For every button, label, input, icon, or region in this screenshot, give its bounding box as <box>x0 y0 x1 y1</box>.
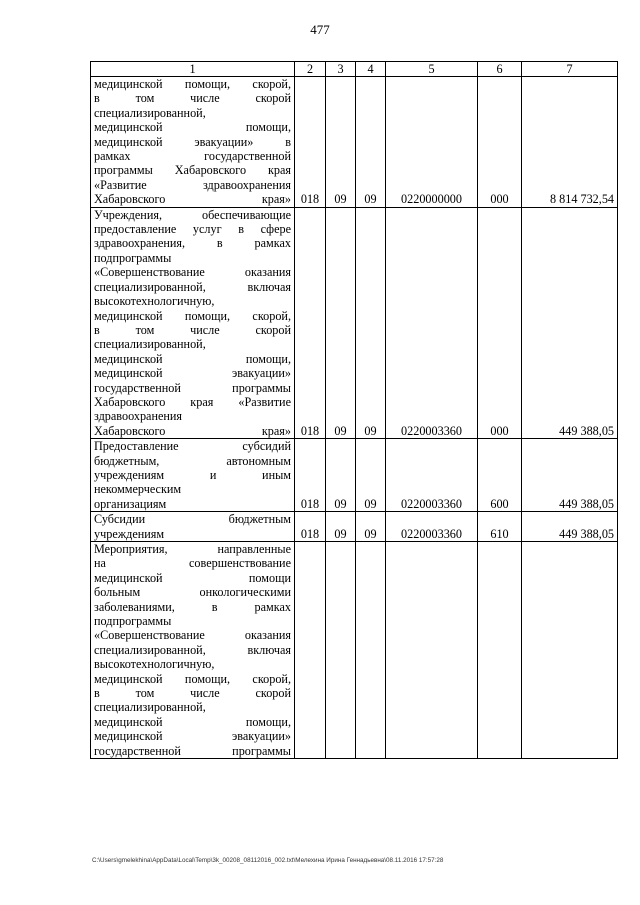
row-description <box>91 439 295 512</box>
ministry-code: 018 <box>295 77 326 208</box>
header-cell: 5 <box>386 62 478 77</box>
subsection-code: 09 <box>356 512 386 542</box>
expense-type-code <box>478 542 522 759</box>
budget-table <box>90 61 618 759</box>
subsection-code: 09 <box>356 207 386 439</box>
page-number: 477 <box>310 22 330 37</box>
description-line: Хабаровского края» <box>94 192 291 207</box>
amount: 449 388,05 <box>522 207 618 439</box>
description-line: Мероприятия, направленные <box>94 542 291 556</box>
description-line: в том числе скорой <box>94 322 291 337</box>
description-line: учреждениям и иным <box>94 467 291 482</box>
header-cell: 4 <box>356 62 386 77</box>
description-line: бюджетным, автономным <box>94 453 291 468</box>
subsection-code: 09 <box>356 77 386 208</box>
description-line: медицинской эвакуации» в <box>94 134 291 149</box>
description-line: Учреждения, обеспечивающие <box>94 207 291 222</box>
description-line: высокотехнологичную, <box>94 294 215 309</box>
description-line: здравоохранения, в рамках <box>94 236 291 251</box>
description-line: специализированной, включая <box>94 279 291 294</box>
description-line: рамках государственной <box>94 149 291 164</box>
description-line: больным онкологическими <box>94 585 291 600</box>
header-row <box>91 62 618 77</box>
header-cell: 6 <box>478 62 522 77</box>
description-line: медицинской помощи <box>94 570 291 585</box>
header-cell: 1 <box>91 62 295 77</box>
row-description <box>91 77 295 208</box>
subsection-code <box>356 542 386 759</box>
footer-file-path: C:\Users\gmelekhina\AppData\Local\Temp\3k_00208_08112016_002.txt\Мелехина Ирина Геннадьевна\08.11.2016 17:57:28 <box>92 857 444 864</box>
description-line: в том числе скорой <box>94 686 291 701</box>
table-row <box>91 207 618 439</box>
description-line: учреждениям <box>94 526 165 541</box>
description-line: подпрограммы <box>94 614 172 629</box>
ministry-code: 018 <box>295 512 326 542</box>
target-code <box>386 542 478 759</box>
description-line: государственной программы <box>94 743 291 758</box>
description-line: медицинской помощи, скорой, <box>94 308 291 323</box>
description-line: «Совершенствование оказания <box>94 265 291 280</box>
table-row <box>91 77 618 208</box>
description-line: медицинской помощи, <box>94 351 291 366</box>
description-line: «Развитие здравоохранения <box>94 177 291 192</box>
description-line: специализированной, <box>94 105 206 120</box>
description-line: Субсидии бюджетным <box>94 512 291 527</box>
description-line: медицинской помощи, <box>94 120 291 135</box>
description-line: медицинской помощи, скорой, <box>94 77 291 91</box>
section-code: 09 <box>326 512 356 542</box>
ministry-code: 018 <box>295 439 326 512</box>
description-line: заболеваниями, в рамках <box>94 599 291 614</box>
section-code: 09 <box>326 77 356 208</box>
description-line: медицинской эвакуации» <box>94 366 291 381</box>
row-description <box>91 542 295 759</box>
amount <box>522 542 618 759</box>
table-row <box>91 512 618 542</box>
description-line: на совершенствование <box>94 556 291 571</box>
description-line: специализированной, включая <box>94 642 291 657</box>
description-line: организациям <box>94 496 167 511</box>
header-cell: 3 <box>326 62 356 77</box>
description-line: медицинской помощи, скорой, <box>94 671 291 686</box>
section-code: 09 <box>326 207 356 439</box>
description-line: государственной программы <box>94 380 291 395</box>
table-body <box>91 77 618 759</box>
description-line: высокотехнологичную, <box>94 657 215 672</box>
section-code <box>326 542 356 759</box>
row-description <box>91 207 295 439</box>
description-line: Хабаровского края «Развитие <box>94 394 291 409</box>
expense-type-code: 610 <box>478 512 522 542</box>
expense-type-code: 000 <box>478 77 522 208</box>
description-line: предоставление услуг в сфере <box>94 222 291 237</box>
header-cell: 2 <box>295 62 326 77</box>
amount: 449 388,05 <box>522 439 618 512</box>
description-line: специализированной, <box>94 337 206 352</box>
target-code: 0220000000 <box>386 77 478 208</box>
description-line: Хабаровского края» <box>94 423 291 438</box>
target-code: 0220003360 <box>386 512 478 542</box>
description-line: Предоставление субсидий <box>94 439 291 454</box>
expense-type-code: 000 <box>478 207 522 439</box>
description-line: некоммерческим <box>94 482 182 497</box>
ministry-code: 018 <box>295 207 326 439</box>
row-description <box>91 512 295 542</box>
description-line: медицинской эвакуации» <box>94 729 291 744</box>
target-code: 0220003360 <box>386 207 478 439</box>
description-line: подпрограммы <box>94 250 172 265</box>
table-row <box>91 439 618 512</box>
description-line: специализированной, <box>94 700 206 715</box>
ministry-code <box>295 542 326 759</box>
description-line: здравоохранения <box>94 409 183 424</box>
amount: 449 388,05 <box>522 512 618 542</box>
description-line: в том числе скорой <box>94 91 291 106</box>
expense-type-code: 600 <box>478 439 522 512</box>
description-line: «Совершенствование оказания <box>94 628 291 643</box>
target-code: 0220003360 <box>386 439 478 512</box>
description-line: программы Хабаровского края <box>94 163 291 178</box>
amount: 8 814 732,54 <box>522 77 618 208</box>
header-cell: 7 <box>522 62 618 77</box>
table-row <box>91 542 618 759</box>
description-line: медицинской помощи, <box>94 714 291 729</box>
subsection-code: 09 <box>356 439 386 512</box>
section-code: 09 <box>326 439 356 512</box>
